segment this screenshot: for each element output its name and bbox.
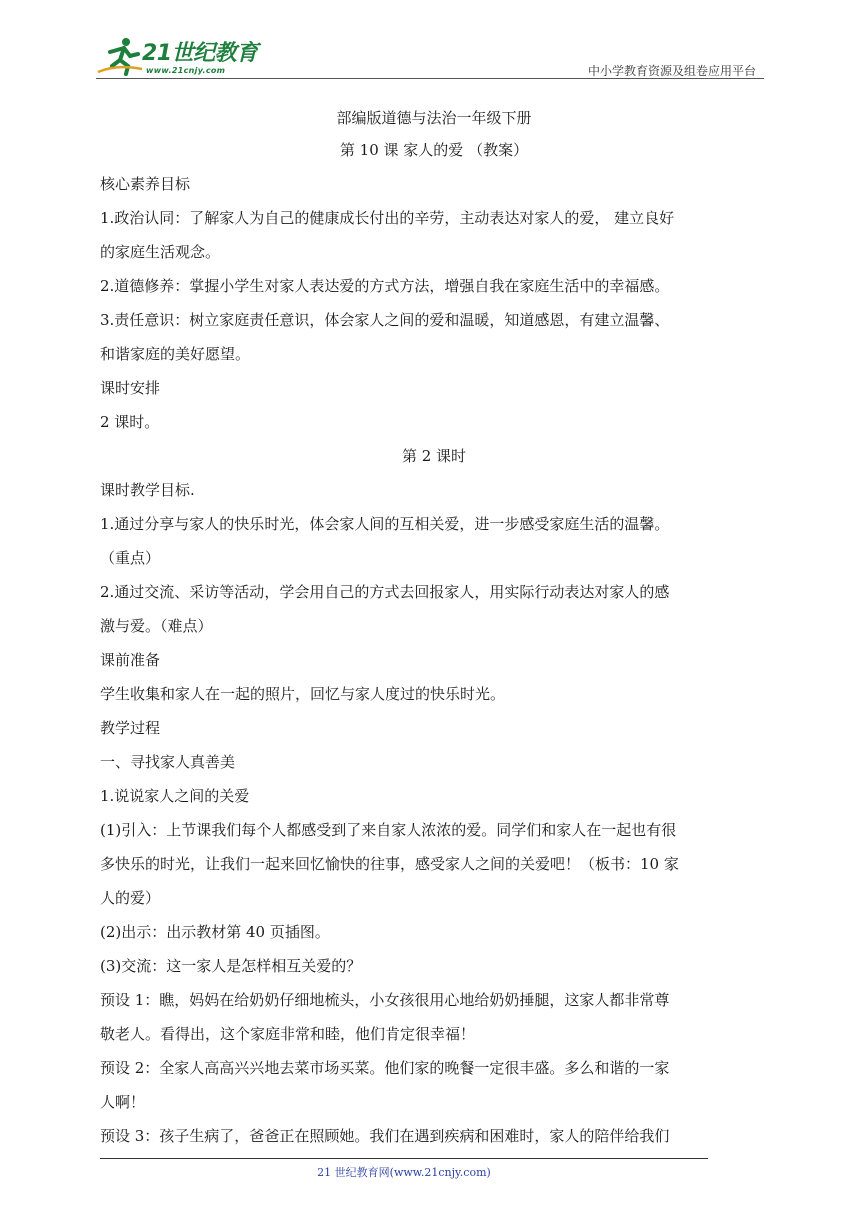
text-line: 人啊！ bbox=[100, 1093, 146, 1111]
footer-divider bbox=[100, 1158, 708, 1159]
text-line: 1.说说家人之间的关爱 bbox=[100, 787, 250, 805]
text-line: 预设 1：瞧，妈妈在给奶奶仔细地梳头，小女孩很用心地给奶奶捶腿，这家人都非常尊 bbox=[100, 991, 670, 1009]
section-heading: 课前准备 bbox=[100, 651, 161, 669]
platform-tagline: 中小学教育资源及组卷应用平台 bbox=[587, 64, 756, 78]
text-line: （重点） bbox=[100, 549, 161, 567]
text-line: 人的爱） bbox=[100, 889, 161, 907]
page-header bbox=[96, 30, 764, 80]
doc-subtitle: 第 10 课 家人的爱 （教案） bbox=[339, 141, 529, 159]
text-line: 敬老人。看得出，这个家庭非常和睦，他们肯定很幸福！ bbox=[100, 1025, 476, 1043]
text-line: (3)交流：这一家人是怎样相互关爱的？ bbox=[100, 957, 362, 975]
text-line: 2.道德修养：掌握小学生对家人表达爱的方式方法，增强自我在家庭生活中的幸福感。 bbox=[100, 277, 670, 295]
text-line: 预设 2：全家人高高兴兴地去菜市场买菜。他们家的晚餐一定很丰盛。多么和谐的一家 bbox=[100, 1059, 670, 1077]
section-heading: 核心素养目标 bbox=[100, 175, 191, 193]
text-line: 多快乐的时光，让我们一起来回忆愉快的往事，感受家人之间的关爱吧！（板书：10 家 bbox=[100, 855, 679, 873]
text-line: (2)出示：出示教材第 40 页插图。 bbox=[100, 923, 330, 941]
text-line: 2.通过交流、采访等活动，学会用自己的方式去回报家人，用实际行动表达对家人的感 bbox=[100, 583, 670, 601]
section-heading: 课时教学目标. bbox=[100, 481, 195, 499]
logo-title: 21世纪教育 bbox=[142, 41, 258, 66]
section-heading: 教学过程 bbox=[100, 719, 161, 737]
text-line: 2 课时。 bbox=[100, 413, 160, 431]
text-line: 的家庭生活观念。 bbox=[100, 243, 221, 261]
text-line: 预设 3：孩子生病了，爸爸正在照顾她。我们在遇到疾病和困难时，家人的陪伴给我们 bbox=[100, 1127, 670, 1145]
text-line: 和谐家庭的美好愿望。 bbox=[100, 345, 251, 363]
text-line: 3.责任意识：树立家庭责任意识，体会家人之间的爱和温暖，知道感恩，有建立温馨、 bbox=[100, 311, 670, 329]
text-line: (1)引入：上节课我们每个人都感受到了来自家人浓浓的爱。同学们和家人在一起也有很 bbox=[100, 821, 677, 839]
site-logo[interactable] bbox=[96, 32, 271, 76]
header-divider bbox=[96, 78, 764, 79]
text-line: 一、寻找家人真善美 bbox=[100, 753, 236, 771]
logo-url: www.21cnjy.com bbox=[146, 66, 226, 75]
doc-title: 部编版道德与法治一年级下册 bbox=[336, 109, 532, 127]
section-heading: 课时安排 bbox=[100, 379, 161, 397]
text-line: 学生收集和家人在一起的照片，回忆与家人度过的快乐时光。 bbox=[100, 685, 506, 703]
lesson-heading: 第 2 课时 bbox=[401, 447, 467, 465]
runner-logo-icon bbox=[96, 36, 144, 76]
text-line: 1.政治认同：了解家人为自己的健康成长付出的辛劳，主动表达对家人的爱， 建立良好 bbox=[100, 209, 675, 227]
text-line: 激与爱。（难点） bbox=[100, 617, 213, 635]
footer-link[interactable]: 21 世纪教育网(www.21cnjy.com) bbox=[317, 1166, 491, 1179]
text-line: 1.通过分享与家人的快乐时光，体会家人间的互相关爱，进一步感受家庭生活的温馨。 bbox=[100, 515, 670, 533]
